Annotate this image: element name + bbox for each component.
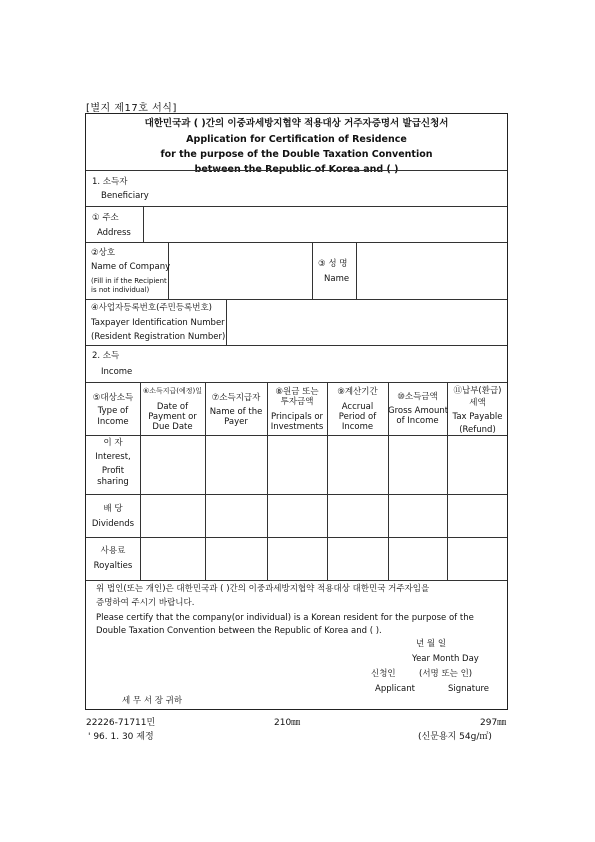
footer-enactment-date: ' 96. 1. 30 제정 xyxy=(88,732,154,742)
divider xyxy=(312,242,313,299)
section-2-label-en: Income xyxy=(101,367,133,377)
company-note: (Fill in if the Recipient xyxy=(91,277,167,285)
form-title-english-3: between the Republic of Korea and ( ) xyxy=(194,164,399,175)
company-field[interactable] xyxy=(169,243,311,298)
divider xyxy=(86,382,507,383)
taxpayer-id-field[interactable] xyxy=(227,300,508,344)
declaration-english: Please certify that the company(or individual) is a Korean resident for the purpose of the xyxy=(96,613,474,623)
applicant-korean: 신청인 xyxy=(371,669,396,679)
address-label-en: Address xyxy=(97,228,131,238)
name-field[interactable] xyxy=(357,243,508,298)
footer-paper-spec: (신문용지 54g/㎡) xyxy=(418,732,492,742)
divider xyxy=(86,170,507,171)
resident-number-label-en: (Resident Registration Number) xyxy=(91,332,226,342)
application-form: 대한민국과 ( )간의 이중과세방지협약 적용대상 거주자증명서 발급신청서 Application for Certification of Residence for the purpose of the Double Taxation Convention between the Republic of Korea and ( ) 1. 소득자 Beneficiary ① 주소 Address ②상호 Name of Company (Fill in if the Recipient is not individual) ③ 성 명 Name ④사업자등록번호(주민등록번호) Taxpayer Identification Number (Resident Registration Number) 2. 소득 Income ⑤대상소득 Type of Income ⑥소득지급(예정)일 Date of Payment or Due Date ⑦소득지급자 Name of the Payer ⑧원금 또는 투자금액 Principals or Investments ⑨계산기간 Accrual Period of Income ⑩소득금액 Gross Amount of Income ⑪납부(환급) 세액 Tax Payable (Refund) 이 자 Interest, Profit sharing 배 당 Dividends 사용료 Royalties 위 법인(또는 개인)은 대한민국과 ( )간의 이중과세방지협약 적용대상 대한민국 거주자임을 증명하여 주시기 바랍니다. Please certify that the company(or individual) is a Korean resident for the purpose of the Double Taxation Convention between the Republic of Korea and ( ). 년 월 일 Year Month Day 신청인 (서명 또는 인) Applicant Signature 세 무 서 장 귀하 xyxy=(85,113,508,710)
section-2-label: 2. 소득 xyxy=(92,351,120,361)
footer-paper-height: 297㎜ xyxy=(480,718,507,728)
name-label: ③ 성 명 xyxy=(318,259,348,269)
section-1-label-en: Beneficiary xyxy=(101,191,149,201)
taxpayer-id-label: ④사업자등록번호(주민등록번호) xyxy=(91,303,212,313)
divider xyxy=(86,435,507,436)
form-title-english-2: for the purpose of the Double Taxation Convention xyxy=(160,149,433,160)
form-number-tag: [별지 제17호 서식] xyxy=(86,103,177,114)
divider xyxy=(86,580,507,581)
name-label-en: Name xyxy=(324,274,350,284)
form-title-english-1: Application for Certification of Residence xyxy=(186,134,407,145)
company-label: ②상호 xyxy=(91,248,116,258)
form-title-korean: 대한민국과 ( )간의 이중과세방지협약 적용대상 거주자증명서 발급신청서 xyxy=(144,118,449,129)
applicant-english: Applicant xyxy=(375,684,415,694)
divider xyxy=(86,494,507,495)
section-1-label: 1. 소득자 xyxy=(92,177,128,187)
tax-office-addressee: 세 무 서 장 귀하 xyxy=(122,696,183,706)
address-field[interactable] xyxy=(144,207,508,241)
divider xyxy=(86,345,507,346)
declaration-korean: 위 법인(또는 개인)은 대한민국과 ( )간의 이중과세방지협약 적용대상 대한민국 거주자임을 xyxy=(96,584,430,594)
company-label-en: Name of Company xyxy=(91,262,171,272)
date-korean: 년 월 일 xyxy=(416,639,447,649)
signature-korean: (서명 또는 인) xyxy=(419,669,473,679)
date-english: Year Month Day xyxy=(412,654,479,664)
declaration-english: Double Taxation Convention between the Republic of Korea and ( ). xyxy=(96,626,382,636)
declaration-korean: 증명하여 주시기 바랍니다. xyxy=(96,598,195,608)
divider xyxy=(86,537,507,538)
taxpayer-id-label-en: Taxpayer Identification Number xyxy=(91,318,225,328)
footer-form-code: 22226-71711민 xyxy=(86,718,156,728)
company-note: is not individual) xyxy=(91,286,150,294)
address-label: ① 주소 xyxy=(92,213,119,223)
signature-english: Signature xyxy=(448,684,490,694)
footer-paper-width: 210㎜ xyxy=(274,718,301,728)
